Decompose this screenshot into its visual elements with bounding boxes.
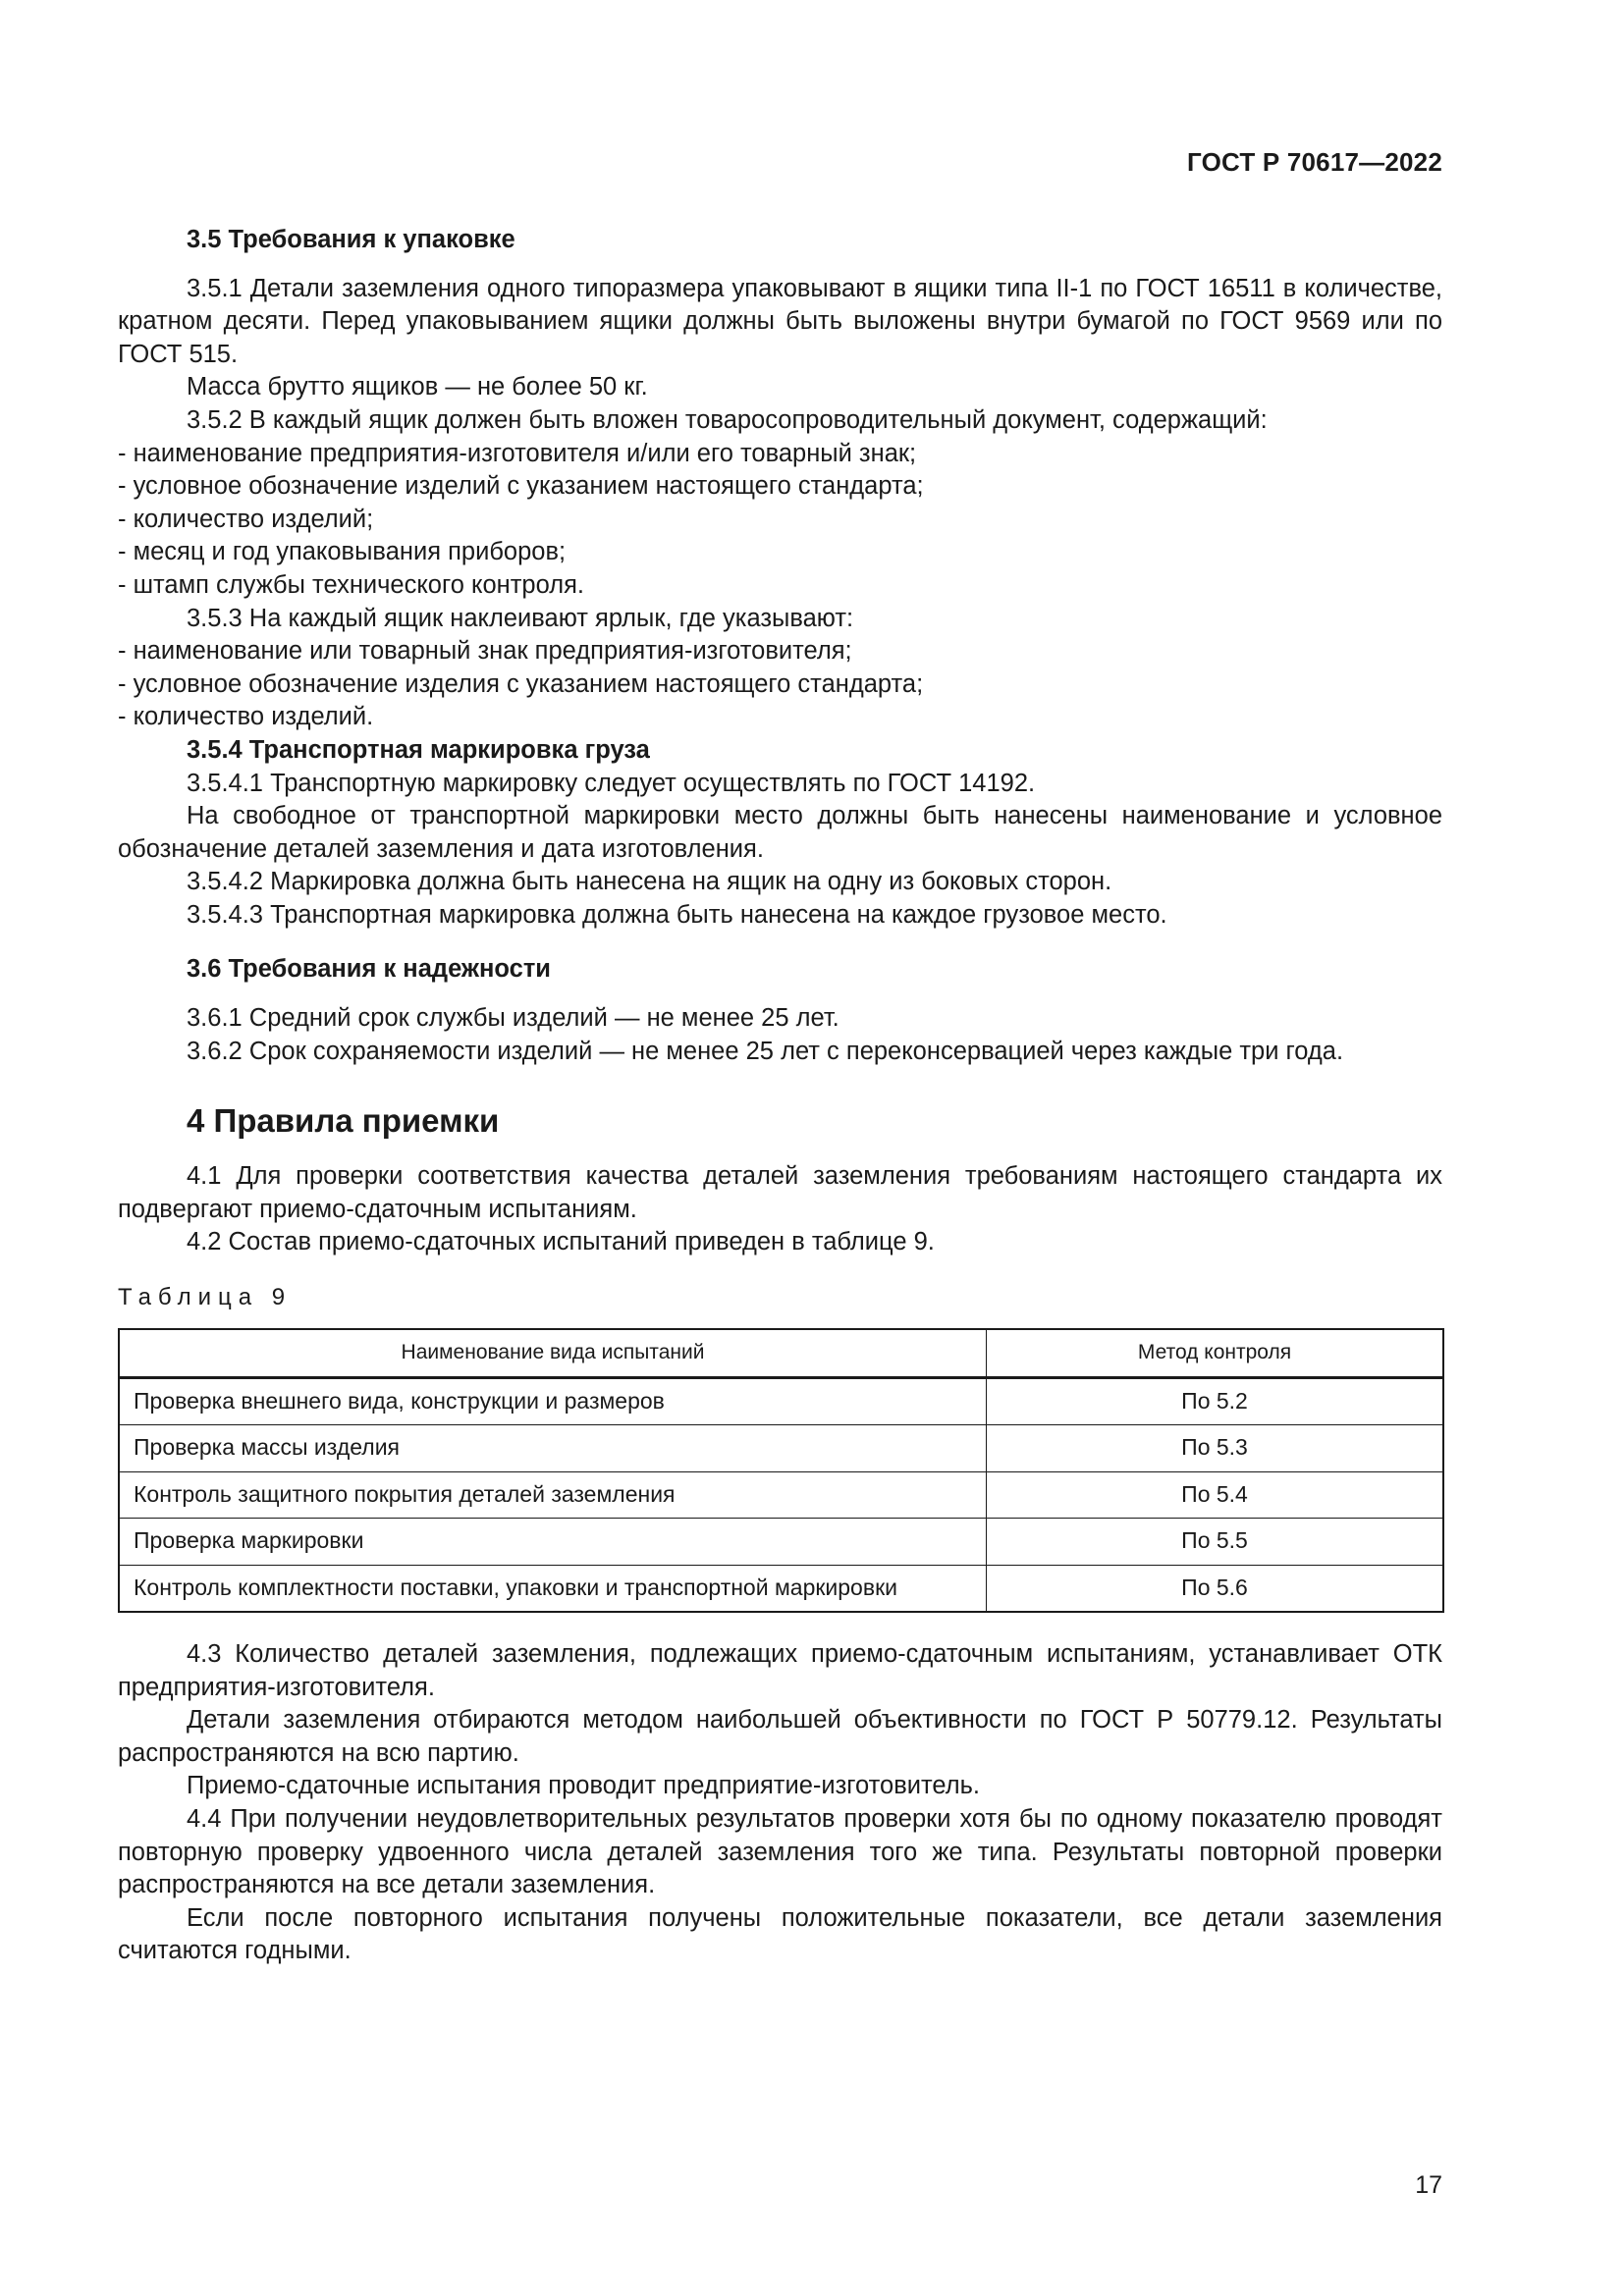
paragraph-3-5-4-1: 3.5.4.1 Транспортную маркировку следует осуществлять по ГОСТ 14192. — [187, 769, 1036, 797]
list-item: - штамп службы технического контроля. — [118, 570, 584, 599]
list-item: - количество изделий; — [118, 505, 374, 533]
section-3-5-title: 3.5 Требования к упаковке — [187, 226, 515, 253]
paragraph-4-3: 4.3 Количество деталей заземления, подлежащих приемо-сдаточным испытаниям, устанавливает ОТК предприятия-изготовителя. — [118, 1640, 1442, 1701]
cell-control-method: По 5.5 — [987, 1519, 1444, 1566]
paragraph-mass: Масса брутто ящиков — не более 50 кг. — [187, 373, 648, 401]
list-item: - условное обозначение изделий с указанием настоящего стандарта; — [118, 472, 924, 501]
table-row — [119, 1377, 1443, 1425]
table-row — [119, 1425, 1443, 1472]
section-3-5-4-title: 3.5.4 Транспортная маркировка груза — [187, 735, 650, 764]
page-number: 17 — [1415, 2171, 1442, 2199]
list-item: - месяц и год упаковывания приборов; — [118, 538, 567, 566]
cell-test-type: Контроль защитного покрытия деталей заземления — [119, 1471, 987, 1519]
section-3-6-title: 3.6 Требования к надежности — [187, 955, 551, 984]
list-item: - условное обозначение изделия с указанием настоящего стандарта; — [118, 669, 924, 698]
document-body — [118, 224, 1442, 1968]
paragraph-selection: Детали заземления отбираются методом наибольшей объективности по ГОСТ Р 50779.12. Результаты распространяются на всю партию. — [118, 1706, 1442, 1767]
paragraph-conducts: Приемо-сдаточные испытания проводит предприятие-изготовитель. — [187, 1772, 981, 1800]
header-control-method: Метод контроля — [987, 1329, 1444, 1377]
paragraph-free-place: На свободное от транспортной маркировки место должны быть нанесены наименование и условное обозначение деталей заземления и дата изготовления. — [118, 802, 1442, 863]
paragraph-repeat: Если после повторного испытания получены положительные показатели, все детали заземления считаются годными. — [118, 1903, 1442, 1965]
list-item: - наименование предприятия-изготовителя и/или его товарный знак; — [118, 439, 917, 467]
table-9-caption: Таблица 9 — [118, 1284, 293, 1311]
standard-code: ГОСТ Р 70617—2022 — [1187, 147, 1442, 177]
table-row — [119, 1519, 1443, 1566]
paragraph-3-5-4-3: 3.5.4.3 Транспортная маркировка должна быть нанесена на каждое грузовое место. — [187, 900, 1167, 929]
cell-test-type: Контроль комплектности поставки, упаковки и транспортной маркировки — [119, 1565, 987, 1612]
section-4-title: 4 Правила приемки — [187, 1102, 500, 1140]
paragraph-3-6-1: 3.6.1 Средний срок службы изделий — не менее 25 лет. — [187, 1004, 839, 1033]
paragraph-3-5-3: 3.5.3 На каждый ящик наклеивают ярлык, где указывают: — [187, 604, 854, 632]
paragraph-4-2: 4.2 Состав приемо-сдаточных испытаний приведен в таблице 9. — [187, 1228, 935, 1256]
cell-test-type: Проверка маркировки — [119, 1519, 987, 1566]
cell-control-method: По 5.2 — [987, 1377, 1444, 1425]
header-test-type: Наименование вида испытаний — [119, 1329, 987, 1377]
list-item: - наименование или товарный знак предприятия-изготовителя; — [118, 637, 852, 666]
table-header-row — [119, 1329, 1443, 1377]
paragraph-4-4: 4.4 При получении неудовлетворительных результатов проверки хотя бы по одному показателю проводят повторную проверку удвоенного числа деталей заземления того же типа. Результаты повторной проверки распространяются на все детали заземления. — [118, 1805, 1442, 1899]
paragraph-3-6-2: 3.6.2 Срок сохраняемости изделий — не менее 25 лет с переконсервацией через каждые три года. — [187, 1037, 1344, 1065]
cell-control-method: По 5.4 — [987, 1471, 1444, 1519]
cell-test-type: Проверка массы изделия — [119, 1425, 987, 1472]
paragraph-3-5-2: 3.5.2 В каждый ящик должен быть вложен товаросопроводительный документ, содержащий: — [187, 405, 1268, 434]
table-row — [119, 1565, 1443, 1612]
cell-control-method: По 5.6 — [987, 1565, 1444, 1612]
paragraph-4-1: 4.1 Для проверки соответствия качества деталей заземления требованиям настоящего стандарта их подвергают приемо-сдаточным испытаниям. — [118, 1162, 1442, 1223]
list-item: - количество изделий. — [118, 703, 374, 731]
paragraph-3-5-4-2: 3.5.4.2 Маркировка должна быть нанесена на ящик на одну из боковых сторон. — [187, 868, 1112, 896]
table-9 — [118, 1328, 1444, 1613]
table-row — [119, 1471, 1443, 1519]
cell-control-method: По 5.3 — [987, 1425, 1444, 1472]
paragraph-3-5-1: 3.5.1 Детали заземления одного типоразмера упаковывают в ящики типа II-1 по ГОСТ 16511 в количестве, кратном десяти. Перед упаковыванием ящики должны быть выложены внутри бумагой по ГОСТ 9569 или по ГОСТ 515. — [118, 274, 1442, 368]
cell-test-type: Проверка внешнего вида, конструкции и размеров — [119, 1377, 987, 1425]
